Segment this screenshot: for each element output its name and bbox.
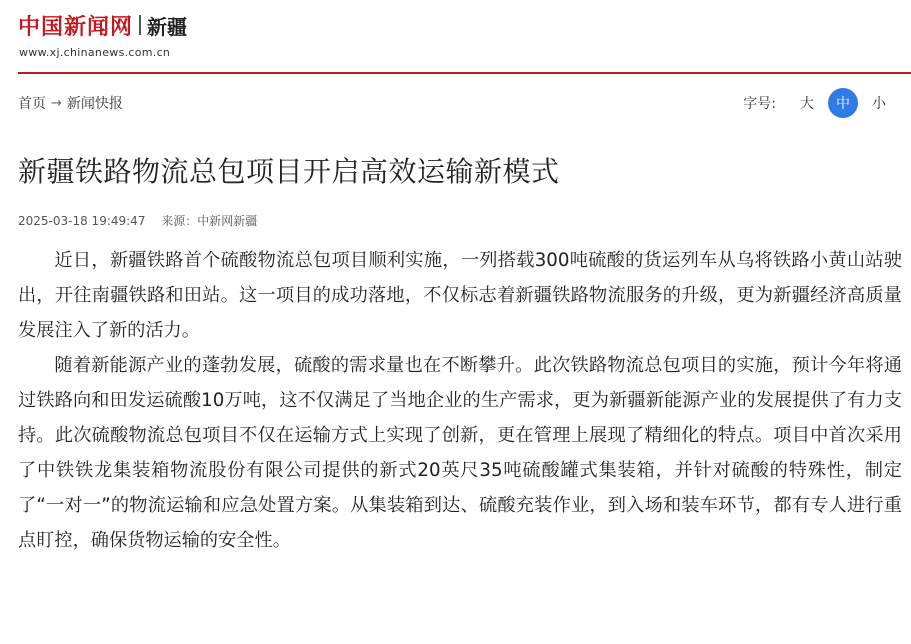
font-size-small-button[interactable]: 小 — [872, 96, 886, 112]
font-size-control — [743, 88, 894, 118]
article-paragraph: 随着新能源产业的蓬勃发展，硫酸的需求量也在不断攀升。此次铁路物流总包项目的实施，预计今年将通过铁路向和田发运硫酸10万吨，这不仅满足了当地企业的生产需求，更为新疆新能源产业的发展提供了有力支持。此次硫酸物流总包项目不仅在运输方式上实现了创新，更在管理上展现了精细化的特点。项目中首次采用了中铁铁龙集装箱物流股份有限公司提供的新式20英尺35吨硫酸罐式集装箱，并针对硫酸的特殊性，制定了“一对一”的物流运输和应急处置方案。从集装箱到达、硫酸充装作业，到入场和装车环节，都有专人进行重点盯控，确保货物运输的安全性。 — [18, 355, 902, 551]
site-header — [18, 10, 911, 70]
logo-chinanews[interactable]: 中国新闻网 — [18, 13, 134, 40]
header-divider — [18, 72, 911, 74]
article-source: 来源：中新网新疆 — [161, 214, 258, 228]
font-size-medium-button[interactable]: 中 — [828, 88, 858, 118]
font-size-label: 字号: — [743, 96, 776, 112]
breadcrumb-section-link[interactable]: 新闻快报 — [66, 96, 123, 112]
breadcrumb-home-link[interactable]: 首页 — [18, 96, 46, 112]
article-datetime: 2025-03-18 19:49:47 — [18, 214, 146, 228]
article-paragraph: 近日，新疆铁路首个硫酸物流总包项目顺利实施，一列搭载300吨硫酸的货运列车从乌将铁路小黄山站驶出，开往南疆铁路和田站。这一项目的成功落地，不仅标志着新疆铁路物流服务的升级，更为新疆经济高质量发展注入了新的活力。 — [18, 250, 902, 341]
site-url: www.xj.chinanews.com.cn — [19, 46, 171, 59]
font-size-large-button[interactable]: 大 — [800, 96, 814, 112]
article-title: 新疆铁路物流总包项目开启高效运输新模式 — [18, 155, 560, 188]
site-logo[interactable] — [18, 10, 911, 40]
breadcrumb — [18, 93, 123, 113]
arrow-right-icon: → — [51, 95, 62, 111]
article-meta — [18, 212, 269, 229]
logo-divider — [139, 15, 141, 35]
article-body — [18, 243, 902, 558]
logo-region-name[interactable]: 新疆 — [147, 14, 188, 39]
breadcrumb-bar — [18, 90, 894, 116]
